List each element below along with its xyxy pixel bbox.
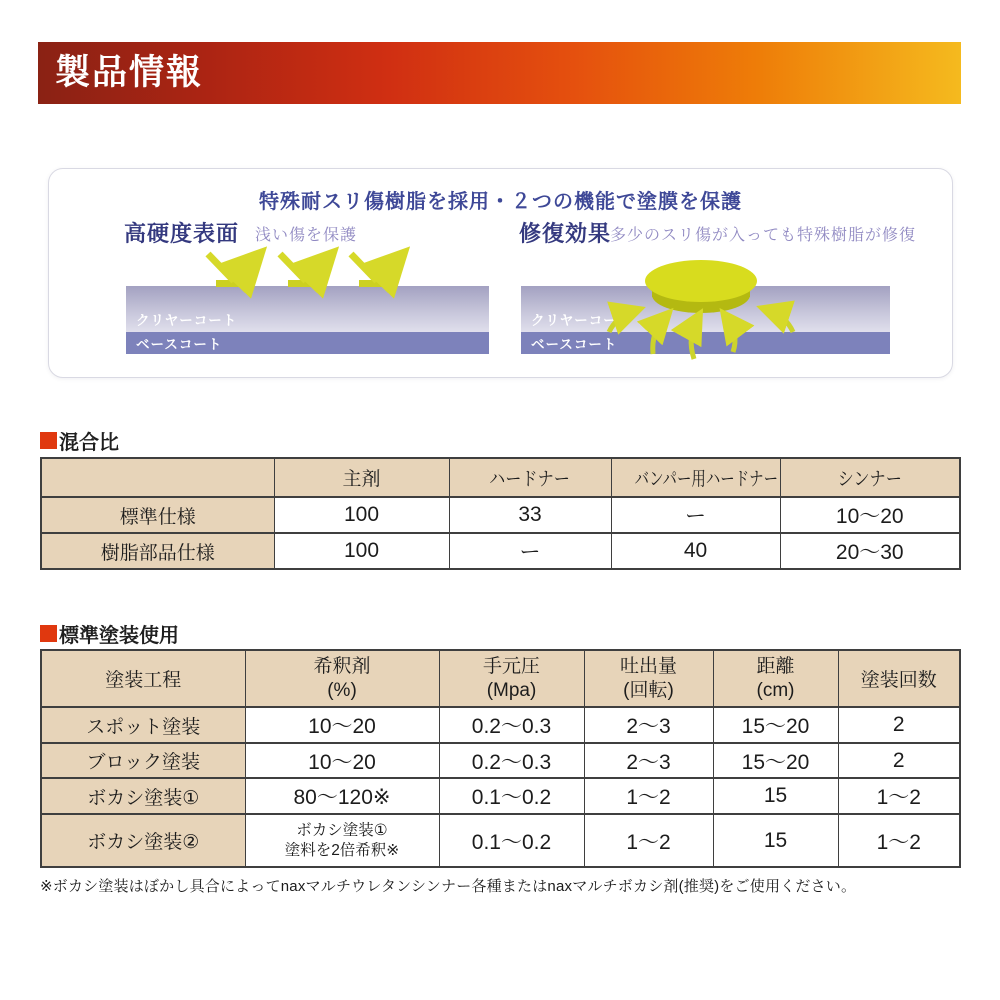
table-cell: 0.2〜0.3: [439, 743, 584, 778]
header-line2: (Mpa): [486, 679, 537, 701]
mix-section-heading: [40, 426, 119, 455]
table-cell: 15〜20: [713, 743, 838, 778]
usage-section-heading: [40, 619, 179, 648]
page-title: 製品情報: [55, 53, 204, 92]
table-cell: 40: [611, 533, 780, 569]
table-cell: 15〜20: [713, 707, 838, 743]
usage-table: [40, 649, 961, 868]
header-cell: [274, 458, 449, 497]
header-line2: (回転): [623, 679, 674, 701]
mix-heading-text: 混合比: [59, 432, 119, 454]
table-cell: 15: [713, 814, 838, 867]
row-label-cell: 樹脂部品仕様: [41, 533, 274, 569]
header-cell: 塗装回数: [838, 650, 960, 707]
header-cell: [439, 650, 584, 707]
hardness-heading: 高硬度表面: [124, 221, 240, 246]
table-row: [41, 743, 960, 778]
clearcoat-label: クリヤーコート: [136, 313, 238, 328]
section-bullet-icon: [40, 625, 57, 642]
feature-card-title: 特殊耐スリ傷樹脂を採用・２つの機能で塗膜を保護: [259, 191, 742, 213]
row-label-cell: ボカシ塗装②: [41, 814, 245, 867]
table-cell: 10〜20: [780, 497, 960, 533]
feature-card: [48, 168, 953, 378]
cell-line2: 塗料を2倍希釈※: [284, 841, 400, 859]
title-banner: [38, 42, 961, 104]
table-cell: 0.2〜0.3: [439, 707, 584, 743]
basecoat-layer: [521, 332, 890, 354]
row-label-cell: ブロック塗装: [41, 743, 245, 778]
bounce-arrows-icon: [208, 254, 398, 287]
table-cell: 10〜20: [245, 743, 439, 778]
usage-footnote: ※ボカシ塗装はぼかし具合によってnaxマルチウレタンシンナー各種またはnaxマルチボカシ剤(推奨)をご使用ください。: [40, 878, 857, 895]
table-cell: 2〜3: [584, 707, 713, 743]
section-bullet-icon: [40, 432, 57, 449]
table-cell: 2〜3: [584, 743, 713, 778]
header-cell: [245, 650, 439, 707]
basecoat-layer: [126, 332, 489, 354]
basecoat-label: ベースコート: [531, 337, 618, 352]
mix-ratio-table: [40, 457, 961, 570]
header-line2: (cm): [756, 679, 795, 701]
clearcoat-layer: [126, 286, 489, 332]
header-line1: 吐出量: [619, 656, 677, 678]
cell-line1: ボカシ塗装①: [296, 822, 388, 840]
table-cell: 15: [713, 778, 838, 814]
hardness-subtext: 浅い傷を保護: [255, 227, 358, 244]
header-text: 主剤: [342, 469, 381, 490]
usage-heading-text: 標準塗装使用: [59, 625, 179, 647]
header-cell: 塗装工程: [41, 650, 245, 707]
table-cell: 100: [274, 497, 449, 533]
table-cell: ー: [611, 497, 780, 533]
table-cell: 100: [274, 533, 449, 569]
table-cell: 33: [449, 497, 611, 533]
header-cell: [713, 650, 838, 707]
header-cell: [41, 458, 274, 497]
table-cell: 80〜120※: [245, 778, 439, 814]
header-text: ハードナー: [489, 469, 571, 490]
header-cell: [584, 650, 713, 707]
header-line1: 手元圧: [482, 656, 540, 678]
header-cell: [611, 458, 780, 497]
table-row: [41, 778, 960, 814]
repair-layer-stack: [521, 286, 890, 354]
table-row: [41, 497, 960, 533]
hardness-layer-stack: [126, 286, 489, 354]
table-header-row: [41, 650, 960, 707]
table-row: [41, 533, 960, 569]
table-cell: 1〜2: [838, 778, 960, 814]
row-label-cell: 標準仕様: [41, 497, 274, 533]
header-text: シンナー: [837, 469, 902, 490]
basecoat-label: ベースコート: [136, 337, 223, 352]
clearcoat-label: クリヤーコート: [531, 313, 633, 328]
repair-heading: 修復効果: [519, 221, 612, 246]
table-cell: [245, 814, 439, 867]
row-label-cell: スポット塗装: [41, 707, 245, 743]
table-cell: 10〜20: [245, 707, 439, 743]
table-row: [41, 707, 960, 743]
row-label-cell: ボカシ塗装①: [41, 778, 245, 814]
table-cell: 2: [838, 707, 960, 743]
table-header-row: [41, 458, 960, 497]
table-cell: ー: [449, 533, 611, 569]
table-cell: 1〜2: [584, 778, 713, 814]
table-cell: 0.1〜0.2: [439, 814, 584, 867]
repair-subtext: 多少のスリ傷が入っても特殊樹脂が修復: [610, 227, 917, 244]
table-row: [41, 814, 960, 867]
table-cell: 1〜2: [584, 814, 713, 867]
table-cell: 20〜30: [780, 533, 960, 569]
table-cell: 1〜2: [838, 814, 960, 867]
header-line1: 距離: [756, 656, 795, 678]
table-cell: 0.1〜0.2: [439, 778, 584, 814]
clearcoat-layer: [521, 286, 890, 332]
header-cell: [780, 458, 960, 497]
header-cell: [449, 458, 611, 497]
header-line1: 希釈剤: [313, 656, 371, 678]
table-cell: 2: [838, 743, 960, 778]
header-line2: (%): [327, 679, 357, 701]
header-text: バンパー用ハードナー: [634, 469, 778, 490]
